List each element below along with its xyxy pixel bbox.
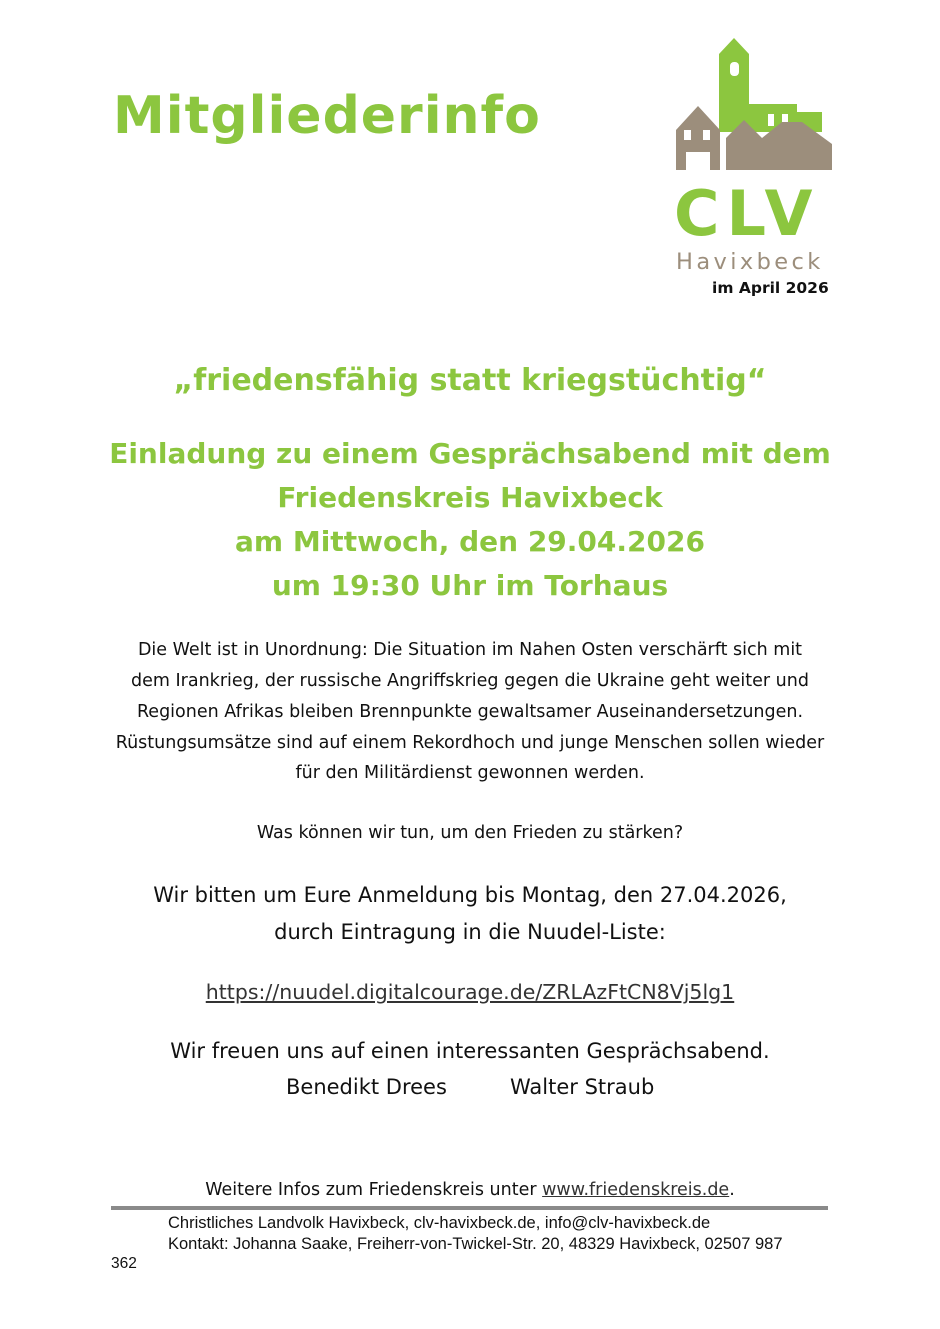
signature-name: Walter Straub: [510, 1075, 655, 1099]
body-text-line: Die Welt ist in Unordnung: Die Situation im Nahen Osten verschärft sich mit: [137, 640, 803, 660]
registration-line: durch Eintragung in die Nuudel-Liste:: [274, 920, 666, 944]
logo-location: Havixbeck: [676, 249, 824, 275]
body-text-line: Regionen Afrikas bleiben Brennpunkte gewaltsamer Auseinandersetzungen.: [136, 702, 804, 722]
footer-org-line: Christliches Landvolk Havixbeck, clv-havixbeck.de, info@clv-havixbeck.de: [168, 1214, 711, 1232]
more-info-suffix: .: [729, 1180, 735, 1200]
invitation-line: am Mittwoch, den 29.04.2026: [235, 525, 705, 558]
more-info-text: Weitere Infos zum Friedenskreis unter: [205, 1180, 543, 1200]
church-icon: [719, 38, 822, 132]
closing-text: Wir freuen uns auf einen interessanten Gesprächsabend.: [170, 1039, 770, 1063]
friedenskreis-link[interactable]: www.friedenskreis.de: [542, 1180, 730, 1200]
logo-wordmark: CLV: [674, 177, 820, 250]
body-text-line: für den Militärdienst gewonnen werden.: [295, 763, 645, 783]
signature-name: Benedikt Drees: [286, 1075, 447, 1099]
invitation-line: um 19:30 Uhr im Torhaus: [271, 569, 669, 602]
footer-contact-line: Kontakt: Johanna Saake, Freiherr-von-Twickel-Str. 20, 48329 Havixbeck, 02507 987: [168, 1235, 783, 1253]
issue-date: im April 2026: [712, 279, 829, 297]
invitation-line: Einladung zu einem Gesprächsabend mit dem: [109, 437, 831, 470]
question-text: Was können wir tun, um den Frieden zu stärken?: [256, 823, 684, 843]
invitation-line: Friedenskreis Havixbeck: [277, 481, 663, 514]
footer-divider: [111, 1206, 828, 1210]
registration-line: Wir bitten um Eure Anmeldung bis Montag, den 27.04.2026,: [153, 883, 787, 907]
page-number: 362: [111, 1255, 137, 1272]
signup-link[interactable]: https://nuudel.digitalcourage.de/ZRLAzFtCN8Vj5lg1: [205, 980, 735, 1004]
headline: „friedensfähig statt kriegstüchtig“: [173, 363, 767, 398]
body-text-line: dem Irankrieg, der russische Angriffskrieg gegen die Ukraine geht weiter und: [131, 671, 809, 691]
more-info-line: [0, 1180, 940, 1200]
signup-link-row: [0, 980, 940, 1004]
clv-logo: [672, 34, 838, 284]
body-text-line: Rüstungsumsätze sind auf einem Rekordhoch und junge Menschen sollen wieder: [115, 733, 825, 753]
page-title: Mitgliederinfo: [113, 86, 541, 146]
